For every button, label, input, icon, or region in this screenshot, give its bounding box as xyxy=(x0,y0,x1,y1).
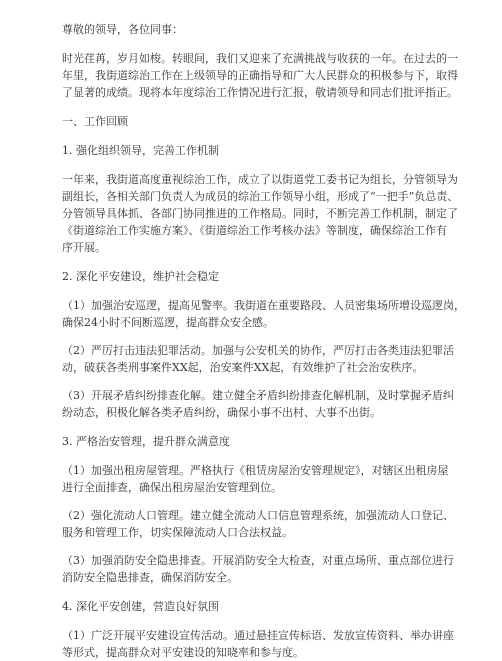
paragraph-line: （1）广泛开展平安建设宣传活动。通过悬挂宣传标语、发放宣传资料、举办讲座 xyxy=(62,629,454,642)
paragraph-line: （3）加强消防安全隐患排查。开展消防安全大检查，对重点场所、重点部位进行 xyxy=(62,554,454,567)
paragraph-line: 动，破获各类刑事案件XX起，治安案件XX起，有效维护了社会治安秩序。 xyxy=(62,361,424,374)
paragraph-line: （3）开展矛盾纠纷排查化解。建立健全矛盾纠纷排查化解机制，及时掌握矛盾纠 xyxy=(62,389,454,402)
paragraph-line: （1）加强治安巡逻，提高见警率。我街道在重要路段、人员密集场所增设巡逻岗， xyxy=(62,299,465,312)
paragraph-line: 确保24小时不间断巡逻，提高群众安全感。 xyxy=(62,316,274,329)
paragraph-line: 序开展。 xyxy=(62,241,106,254)
paragraph-line: 进行全面排查，确保出租房屋治安管理到位。 xyxy=(62,481,282,494)
subsection-2-item-2 xyxy=(62,342,454,376)
paragraph-line: 副组长，各相关部门负责人为成员的综治工作领导小组，形成了“一把手”负总责、 xyxy=(62,190,459,203)
paragraph-line: （1）加强出租房屋管理。严格执行《租赁房屋治安管理规定》，对辖区出租房屋 xyxy=(62,464,449,477)
paragraph-line: （2）强化流动人口管理。建立健全流动人口信息管理系统，加强流动人口登记、 xyxy=(62,509,454,522)
subsection-3-item-1 xyxy=(62,462,449,496)
subsection-3-item-2 xyxy=(62,507,454,541)
paragraph-line: 一年来，我街道高度重视综治工作，成立了以街道党工委书记为组长，分管领导为 xyxy=(62,173,458,186)
intro-line: 年里，我街道综治工作在上级领导的正确指导和广大人民群众的积极参与下，取得 xyxy=(62,69,458,82)
paragraph-line: 纷动态，积极化解各类矛盾纠纷，确保小事不出村、大事不出街。 xyxy=(62,406,381,419)
subsection-title-3: 3. 严格治安管理，提升群众满意度 xyxy=(62,435,230,448)
subsection-title-4: 4. 深化平安创建，营造良好氛围 xyxy=(62,600,219,613)
subsection-2-item-1 xyxy=(62,297,465,331)
section-title-review: 一、工作回顾 xyxy=(62,115,128,128)
paragraph-line: （2）严厉打击违法犯罪活动。加强与公安机关的协作，严厉打击各类违法犯罪活 xyxy=(62,344,454,357)
intro-line: 时光荏苒，岁月如梭。转眼间，我们又迎来了充满挑战与收获的一年。在过去的一 xyxy=(62,52,458,65)
subsection-title-2: 2. 深化平安建设，维护社会稳定 xyxy=(62,270,219,283)
subsection-1-paragraph xyxy=(62,171,459,256)
subsection-4-item-1 xyxy=(62,627,454,661)
paragraph-line: 《街道综治工作实施方案》、《街道综治工作考核办法》等制度，确保综治工作有 xyxy=(62,224,447,237)
subsection-2-item-3 xyxy=(62,387,454,421)
greeting: 尊敬的领导，各位同事： xyxy=(62,23,183,36)
paragraph-line: 等形式，提高群众对平安建设的知晓率和参与度。 xyxy=(62,646,304,659)
paragraph-line: 分管领导具体抓、各部门协同推进的工作格局。同时，不断完善工作机制，制定了 xyxy=(62,207,458,220)
document-page xyxy=(62,21,465,661)
paragraph-line: 服务和管理工作，切实保障流动人口合法权益。 xyxy=(62,526,293,539)
subsection-3-item-3 xyxy=(62,552,454,586)
intro-paragraph xyxy=(62,50,458,101)
intro-line: 了显著的成绩。现将本年度综治工作情况进行汇报，敬请领导和同志们批评指正。 xyxy=(62,86,458,99)
subsection-title-1: 1. 强化组织领导，完善工作机制 xyxy=(62,144,219,157)
paragraph-line: 消防安全隐患排查，确保消防安全。 xyxy=(62,571,238,584)
